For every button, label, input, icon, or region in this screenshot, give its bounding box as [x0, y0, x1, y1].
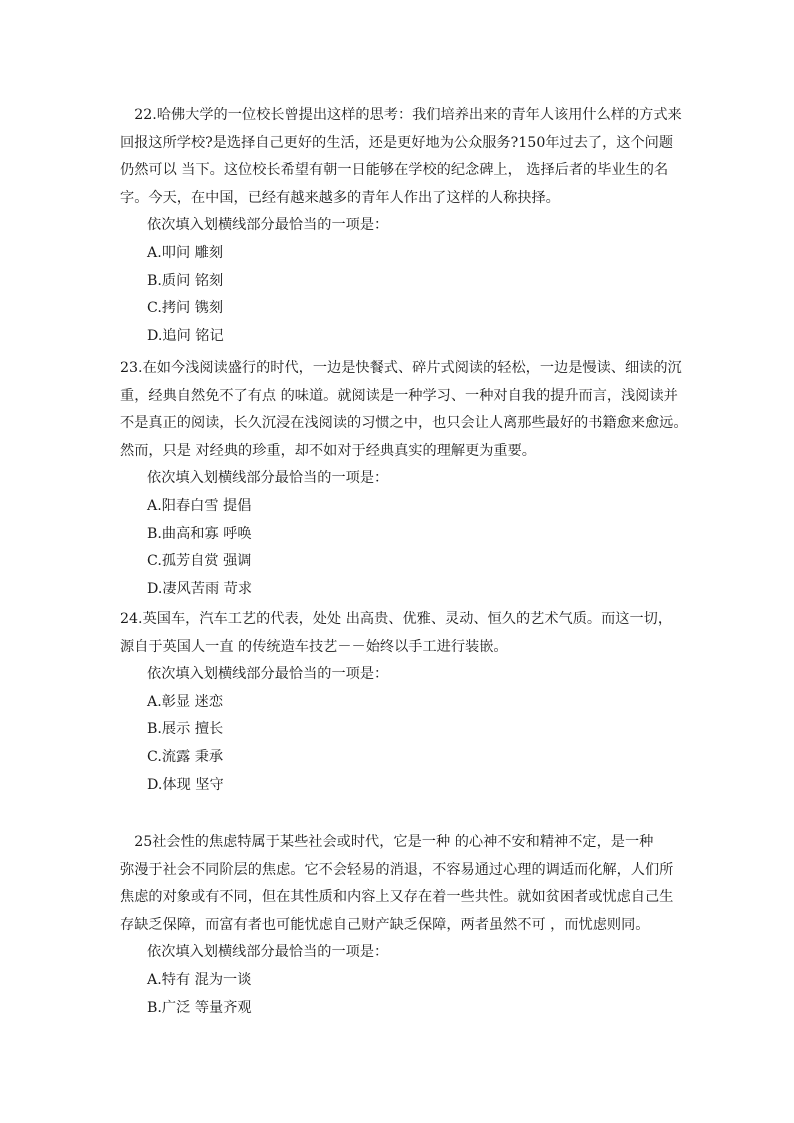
option-c: C.孤芳自赏 强调: [147, 553, 252, 570]
question-text-line: 仍然可以 当下。这位校长希望有朝一日能够在学校的纪念碑上， 选择后者的毕业生的名: [120, 162, 669, 179]
question-text-line: 25社会性的焦虑特属于某些社会或时代，它是一种 的心神不安和精神不定，是一种: [120, 834, 654, 850]
question-text-line: 22.哈佛大学的一位校长曾提出这样的思考：我们培养出来的青年人该用什么样的方式来: [120, 107, 682, 123]
question-prompt: 依次填入划横线部分最恰当的一项是：: [147, 470, 389, 487]
option-d: D.凄风苦雨 苛求: [147, 580, 253, 597]
question-23: [120, 355, 688, 603]
question-25: [120, 829, 680, 1022]
option-a: A.特有 混为一谈: [147, 971, 252, 988]
option-b: B.质问 铭刻: [147, 272, 224, 289]
question-text-line: 弥漫于社会不同阶层的焦虑。它不会轻易的消退，不容易通过心理的调适而化解，人们所: [120, 861, 674, 878]
question-text-line: 焦虑的对象或有不同，但在其性质和内容上又存在着一些共性。就如贫困者或忧虑自己生: [120, 889, 674, 906]
question-text-line: 回报这所学校?是选择自己更好的生活，还是更好地为公众服务?150年过去了，这个问题: [120, 134, 674, 151]
question-22: [120, 102, 680, 350]
question-text-line: 重，经典自然免不了有点 的味道。就阅读是一种学习、一种对自我的提升而言，浅阅读并: [120, 387, 678, 404]
question-prompt: 依次填入划横线部分最恰当的一项是：: [147, 944, 389, 961]
option-b: B.展示 擅长: [147, 721, 224, 738]
option-a: A.彰显 迷恋: [147, 693, 224, 710]
question-text-line: 23.在如今浅阅读盛行的时代，一边是快餐式、碎片式阅读的轻松，一边是慢读、细读的沉: [120, 360, 682, 376]
question-prompt: 依次填入划横线部分最恰当的一项是：: [147, 217, 389, 234]
question-prompt: 依次填入划横线部分最恰当的一项是：: [147, 666, 389, 683]
option-d: D.体现 坚守: [147, 776, 224, 793]
option-a: A.叩问 雕刻: [147, 244, 224, 261]
question-24: [120, 606, 680, 799]
question-text-line: 24.英国车，汽车工艺的代表，处处 出高贵、优雅、灵动、恒久的艺术气质。而这一切，: [120, 611, 673, 627]
option-a: A.阳春白雪 提倡: [147, 497, 252, 514]
question-text-line: 源自于英国人一直 的传统造车技艺－－始终以手工进行装嵌。: [120, 638, 508, 655]
question-text-line: 然而，只是 对经典的珍重，却不如对于经典真实的理解更为重要。: [120, 442, 536, 459]
option-b: B.广泛 等量齐观: [147, 999, 252, 1016]
option-c: C.流露 秉承: [147, 748, 224, 765]
option-c: C.拷问 镌刻: [147, 300, 224, 317]
option-b: B.曲高和寡 呼唤: [147, 525, 252, 542]
question-text-line: 存缺乏保障，而富有者也可能忧虑自己财产缺乏保障，两者虽然不可 ，而忧虑则同。: [120, 916, 650, 933]
question-text-line: 不是真正的阅读，长久沉浸在浅阅读的习惯之中，也只会让人离那些最好的书籍愈来愈远。: [120, 415, 688, 432]
question-text-line: 字。今天，在中国，已经有越来越多的青年人作出了这样的人称抉择。: [120, 189, 560, 206]
option-d: D.追问 铭记: [147, 327, 224, 344]
